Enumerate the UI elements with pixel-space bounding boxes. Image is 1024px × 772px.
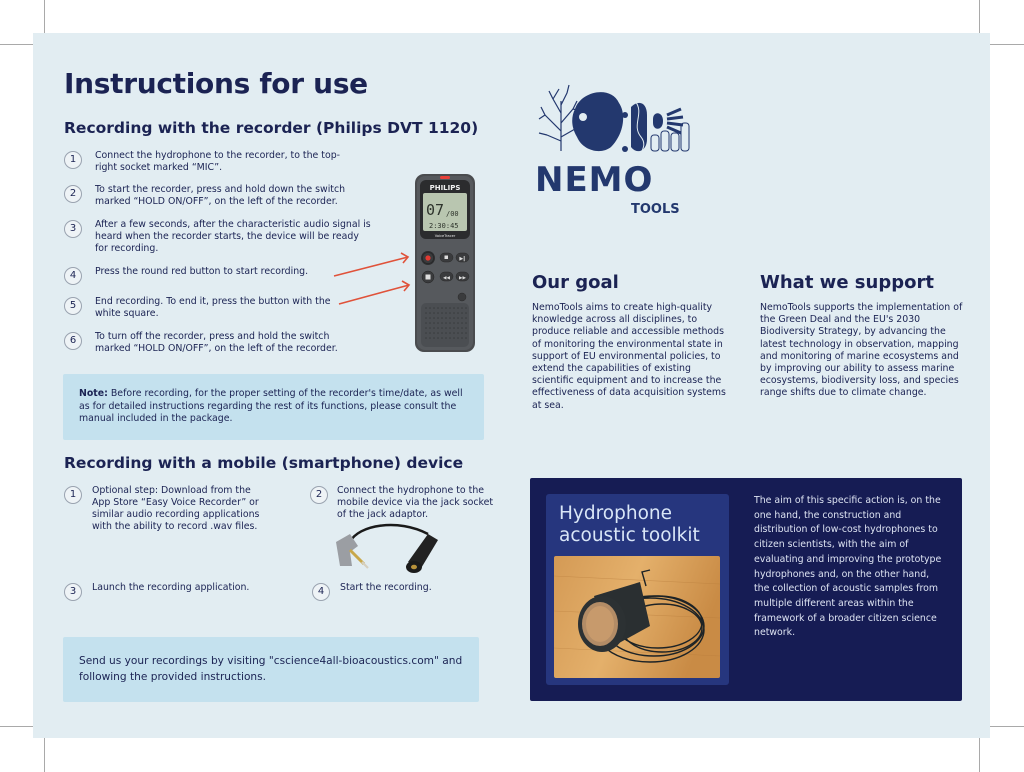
nemotools-logo (531, 71, 706, 221)
step-number-badge: 2 (64, 185, 82, 203)
mobile-step (310, 485, 500, 521)
send-recordings-text: Send us your recordings by visiting "cscience4all-bioacoustics.com" and following the provided instructions. (79, 655, 463, 683)
step-number-badge: 3 (64, 583, 82, 601)
jack-adaptor-image (328, 520, 446, 578)
device-brand: PHILIPS (429, 184, 461, 192)
step-number-badge: 3 (64, 220, 82, 238)
toolkit-description: The aim of this specific action is, on the one hand, the construction and distribution of low-cost hydrophones to citizen scientists, with the aim of evaluating and improving the prototype hydrophones and, on the other hand, the collection of acoustic samples from multiple different areas within the framework of a broader citizen science network. (754, 495, 942, 639)
brochure-page (33, 33, 990, 738)
step-number-badge: 2 (310, 486, 328, 504)
crop-mark (979, 738, 980, 772)
logo-wordmark: NEMO (535, 160, 654, 200)
step-text: Connect the hydrophone to the recorder, to the top-right socket marked “MIC”. (95, 150, 341, 173)
recorder-step (64, 184, 354, 208)
step-text: Press the round red button to start recording. (95, 266, 309, 277)
crop-mark (44, 738, 45, 772)
step-text: Start the recording. (340, 582, 432, 593)
toolkit-title-line1: Hydrophone (559, 503, 673, 524)
hydrophone-photo (554, 556, 720, 678)
step-text: To turn off the recorder, press and hold the switch marked “HOLD ON/OFF”, on the left of the recorder. (95, 331, 338, 354)
crop-mark (990, 726, 1024, 727)
crop-mark (979, 0, 980, 33)
recorder-section-title: Recording with the recorder (Philips DVT 1120) (64, 119, 479, 137)
lcd-main: 07 (426, 201, 445, 219)
step-text: To start the recorder, press and hold down the switch marked “HOLD ON/OFF”, on the left of the recorder. (95, 184, 346, 207)
svg-text:▶▶: ▶▶ (459, 276, 466, 281)
mobile-step (312, 582, 502, 601)
goal-title: Our goal (532, 272, 619, 293)
crop-mark (990, 44, 1024, 45)
support-title: What we support (760, 272, 934, 293)
arrow-to-record-button (334, 257, 408, 276)
send-recordings-box (63, 637, 479, 702)
step-number-badge: 4 (312, 583, 330, 601)
crop-mark (44, 0, 45, 33)
recorder-step (64, 296, 354, 320)
goal-text: NemoTools aims to create high-quality knowledge across all disciplines, to produce reliable and accessible methods of monitoring the environmental state in support of EU environmental policies, to extend the capabilities of existing scientific equipment and to increase the effectiveness of data acquisition systems at sea. (532, 302, 726, 411)
step-text: End recording. To end it, press the button with the white square. (95, 296, 331, 319)
step-text: Launch the recording application. (92, 582, 250, 593)
step-number-badge: 1 (64, 151, 82, 169)
note-box (63, 374, 484, 440)
lcd-time: 2:30:45 (429, 222, 459, 230)
recorder-step (64, 266, 354, 285)
recorder-step (64, 219, 374, 255)
note-text: Before recording, for the proper setting of the recorder's time/date, as well as for detailed instructions regarding the rest of its functions, please consult the manual included in the package. (79, 388, 463, 424)
lcd-sub: /00 (446, 210, 459, 218)
step-number-badge: 1 (64, 486, 82, 504)
note-label: Note: (79, 388, 108, 399)
toolkit-panel (530, 478, 962, 701)
mobile-step (64, 485, 274, 533)
step-number-badge: 6 (64, 332, 82, 350)
crop-mark (0, 44, 33, 45)
step-number-badge: 4 (64, 267, 82, 285)
recorder-step (64, 150, 354, 174)
marine-illustration-icon (539, 85, 689, 161)
svg-text:▶‖: ▶‖ (459, 256, 466, 262)
svg-text:◀◀: ◀◀ (443, 276, 450, 281)
logo-subtitle: TOOLS (631, 202, 680, 217)
toolkit-title (559, 503, 700, 547)
support-text: NemoTools supports the implementation of the Green Deal and the EU's 2030 Biodiversity Strategy, by advancing the latest technology in observation, mapping and monitoring of marine ecosystems and by improving our ability to assess marine ecosystems, biodiversity loss, and species range shifts due to climate change. (760, 302, 963, 399)
speaker-grille (421, 303, 469, 347)
step-text: Optional step: Download from the App Store “Easy Voice Recorder” or similar audio recording applications with the ability to record .wav files. (92, 485, 260, 532)
page-title: Instructions for use (64, 67, 368, 100)
step-text: After a few seconds, after the characteristic audio signal is heard when the recorder starts, the device will be ready for recording. (95, 219, 371, 254)
device-model: VoiceTracer (434, 234, 456, 238)
fish-icon (572, 92, 623, 151)
led-indicator (440, 176, 450, 179)
toolkit-title-line2: acoustic toolkit (559, 525, 700, 546)
step-text: Connect the hydrophone to the mobile device via the jack socket of the jack adaptor. (337, 485, 494, 520)
recorder-step (64, 331, 364, 355)
philips-recorder-image (413, 173, 477, 354)
pointer-arrows (331, 248, 416, 308)
crop-mark (0, 726, 33, 727)
toolkit-card (546, 494, 729, 685)
step-number-badge: 5 (64, 297, 82, 315)
mobile-section-title: Recording with a mobile (smartphone) device (64, 454, 464, 472)
arrow-to-stop-button (339, 285, 409, 304)
mobile-step (64, 582, 284, 601)
